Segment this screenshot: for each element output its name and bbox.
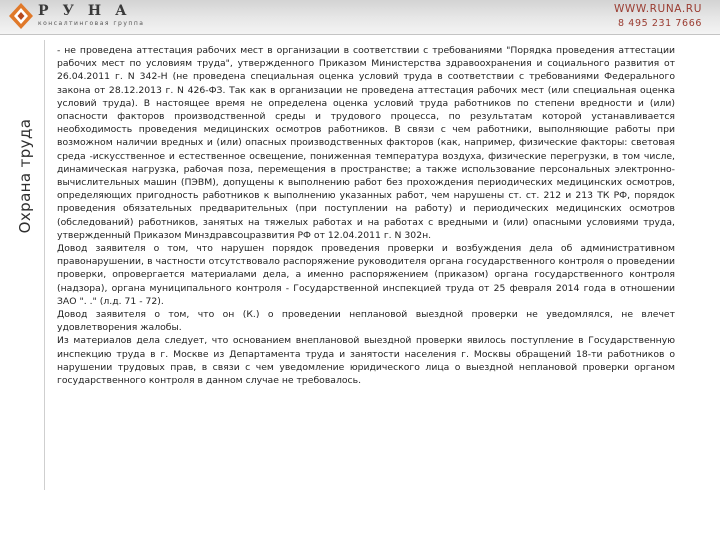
paragraph: Из материалов дела следует, что основанием внеплановой выездной проверки явилось поступление в Государственную инспекцию труда в г. Москве из Департамента труда и занятости населения г. Москвы обращений 18-ти работников о нарушении трудовых прав, в связи с чем уведомление юридического лица о выездной неплановой проверки органом государственного контроля в данном случае не требовалось. — [57, 335, 675, 387]
website-link[interactable]: WWW.RUNA.RU — [613, 3, 702, 15]
paragraph: Довод заявителя о том, что он (К.) о проведении неплановой выездной проверки не уведомлялся, не влечет удовлетворения жалобы. — [57, 309, 675, 334]
divider — [44, 40, 45, 490]
runa-logo-icon — [8, 2, 34, 30]
brand-subtitle: консалтинговая группа — [38, 20, 145, 27]
brand-name: РУНА — [38, 3, 141, 19]
section-title: Охрана труда — [16, 118, 34, 234]
paragraph: - не проведена аттестация рабочих мест в организации в соответствии с требованиями "Порядка проведения аттестации рабочих мест по условиям труда", утвержденного Приказом Министерства здравоохранения и социального развития от 26.04.2011 г. N 342-Н (не проведена специальная оценка условий труда в соответствии с требованиями Федерального закона от 28.12.2013 г. N 426-ФЗ. Так как в организации не проведена аттестация рабочих мест (или специальная оценка условий труда). В настоящее время не определена оценка условий труда работников по степени вредности и (или) опасности факторов производственной среды и трудового процесса, по результатам которой устанавливается необходимость проведения медицинских осмотров работников. В связи с чем работники, выполняющие работы при возможном наличии вредных и (или) опасных производственных факторов (как, например, физические факторы: световая среда -искусственное и естественное освещение, пониженная температура воздуха, физические перегрузки, в том числе, динамическая нагрузка, рабочая поза, перемещения в пространстве; а также использование персональных электронно-вычислительных машин (ПЭВМ), допущены к выполнению работ без прохождения периодических медицинских осмотров, определяющих пригодность работников к выполнению указанных работ, чем нарушены ст. ст. 212 и 213 ТК РФ, порядок проведения обязательных предварительных (при поступлении на работу) и периодических медицинских осмотров (обследований) работников, занятых на тяжелых работах и на работах с вредными и (или) опасными условиями труда, утвержденный Приказом Минздравсоцразвития РФ от 12.04.2011 г. N 302н. — [57, 45, 675, 241]
document-body — [57, 44, 675, 387]
paragraph: Довод заявителя о том, что нарушен порядок проведения проверки и возбуждения дела об административном правонарушении, в частности отсутствовало распоряжение руководителя органа государственного контроля о проведении проверки, опровергается материалами дела, а именно распоряжением (приказом) органа государственного контроля (надзора), органа муниципального контроля - Государственной инспекцией труда от 25 февраля 2014 года в отношении ЗАО ". ." (л.д. 71 - 72). — [57, 243, 675, 307]
page-header — [0, 0, 720, 35]
phone-number: 8 495 231 7666 — [618, 18, 702, 29]
